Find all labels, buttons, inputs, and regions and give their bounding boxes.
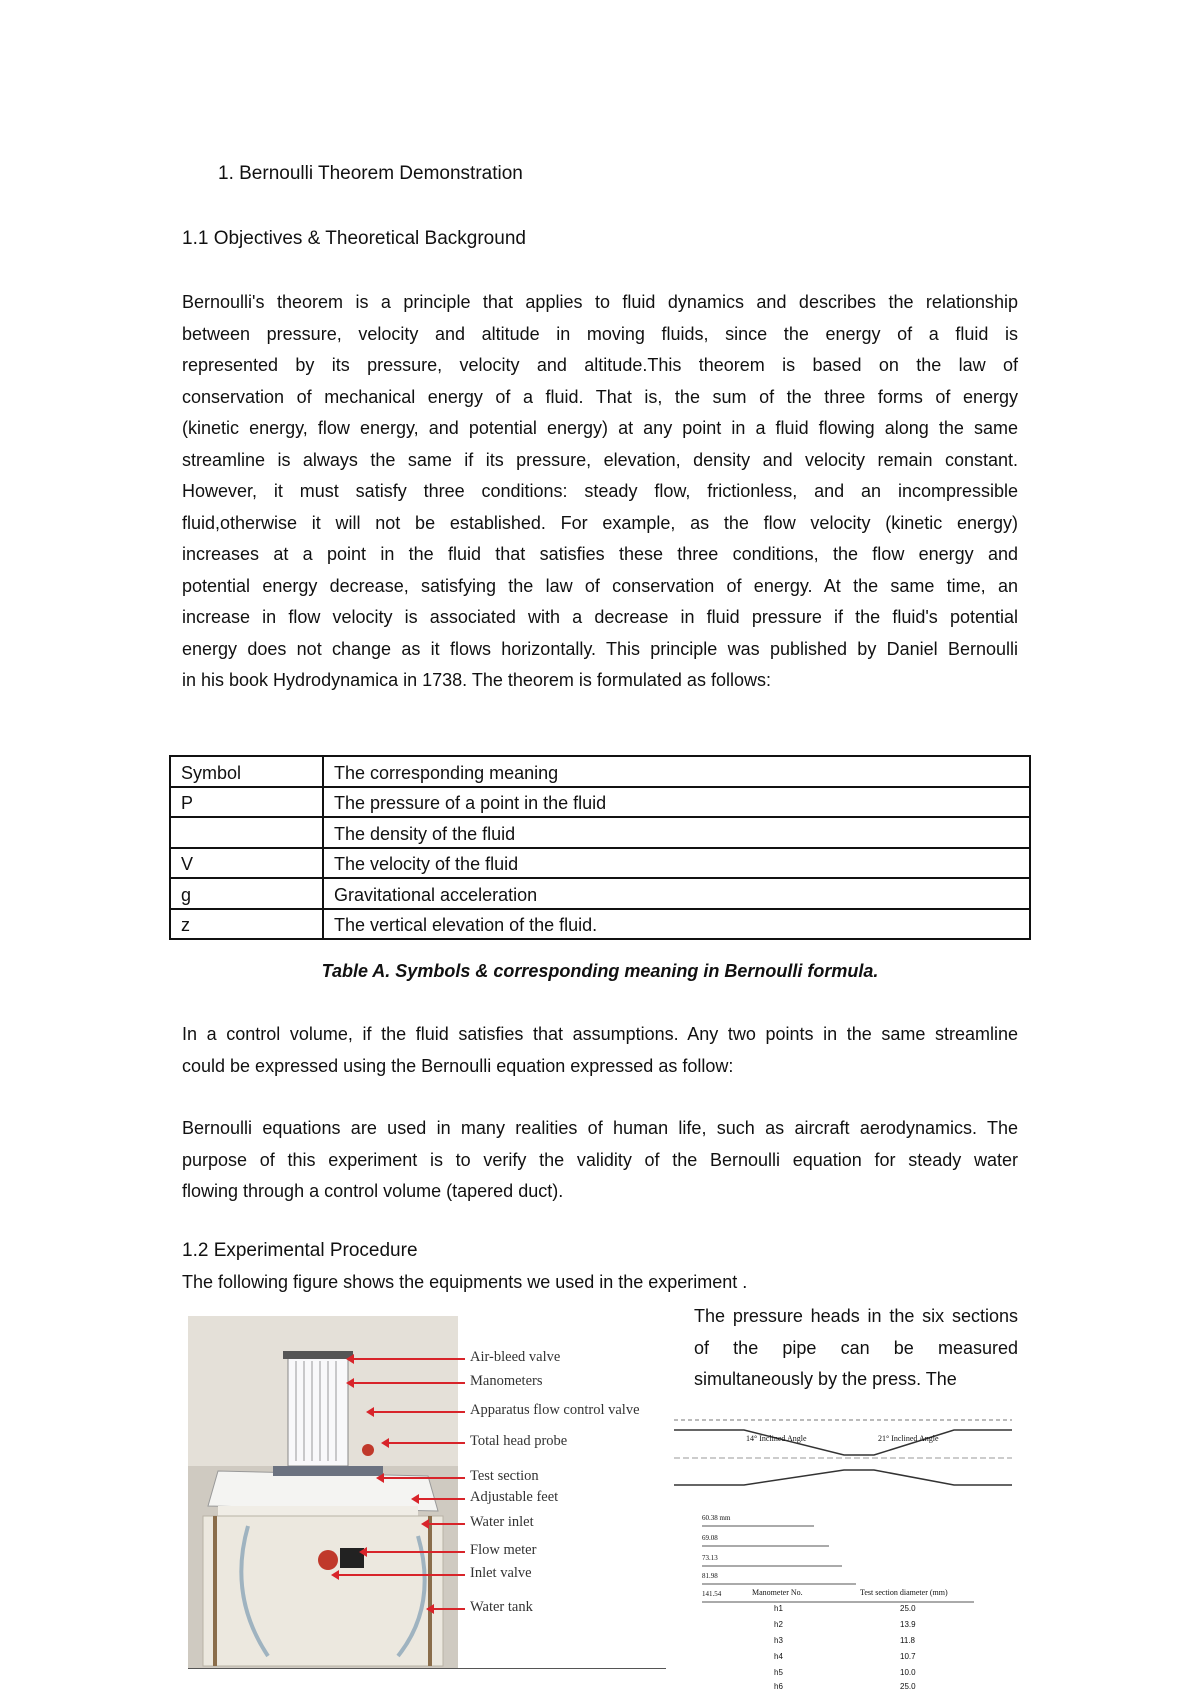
dimension-label: 69.08 (702, 1534, 718, 1542)
manometer-no: h5 (774, 1668, 783, 1677)
table-row (170, 817, 1030, 848)
table-cell: P (170, 787, 323, 818)
arrow-indicator (353, 1382, 465, 1384)
paragraph-applications (182, 1113, 1018, 1208)
text-line: fluid,otherwise it will not be established. For example, as the flow velocity (kinetic energy) (182, 512, 1018, 533)
diameter-value: 11.8 (900, 1636, 915, 1645)
figure-label: Flow meter (470, 1542, 537, 1558)
figure-label: Total head probe (470, 1433, 568, 1449)
manometer-table-header: Test section diameter (mm) (860, 1588, 948, 1597)
text-line: Bernoulli equations are used in many realities of human life, such as aircraft aerodynamics. The (182, 1118, 1018, 1138)
diameter-value: 10.0 (900, 1668, 916, 1677)
arrow-indicator (433, 1608, 465, 1610)
figure-label: Water tank (470, 1599, 533, 1615)
manometer-no: h3 (774, 1636, 783, 1645)
paragraph-theory (182, 287, 1018, 697)
table-caption: Table A. Symbols & corresponding meaning in Bernoulli formula. (321, 961, 879, 981)
text-line: increases at a point in the fluid that satisfies these three conditions, the flow energy and (182, 544, 1018, 564)
dimension-label: 60.38 mm (702, 1514, 731, 1522)
arrow-indicator (388, 1442, 465, 1444)
symbols-table (169, 755, 1031, 940)
figure-label: Water inlet (470, 1514, 534, 1530)
table-header-cell: The corresponding meaning (323, 756, 1030, 787)
figure-label: Apparatus flow control valve (470, 1402, 640, 1418)
dimension-lines (674, 1510, 1012, 1605)
arrow-indicator (418, 1498, 465, 1500)
diameter-value: 25.0 (900, 1682, 916, 1691)
arrow-indicator (373, 1411, 465, 1413)
text-line: between pressure, velocity and altitude in moving fluids, since the energy of a fluid is (182, 323, 1018, 344)
text-line: of the pipe can be measured (694, 1337, 1018, 1358)
table-cell (170, 817, 323, 848)
table-header-cell: Symbol (170, 756, 323, 787)
apparatus-photo (188, 1316, 666, 1668)
text-line: could be expressed using the Bernoulli equation expressed as follow: (182, 1055, 734, 1076)
text-line: increase in flow velocity is associated with a decrease in fluid pressure if the fluid's potential (182, 607, 1018, 627)
paragraph-control-volume (182, 1019, 1018, 1082)
table-row (170, 878, 1030, 909)
side-text (694, 1301, 1018, 1396)
table-cell: The vertical elevation of the fluid. (323, 909, 1030, 940)
figure-label: Test section (470, 1468, 539, 1484)
table-cell: The pressure of a point in the fluid (323, 787, 1030, 818)
text-line: simultaneously by the press. The (694, 1369, 957, 1389)
text-line: streamline is always the same if its pressure, elevation, density and velocity remain constant. (182, 449, 1018, 470)
subsection-heading-objectives: 1.1 Objectives & Theoretical Background (182, 228, 526, 249)
figure-label: Manometers (470, 1373, 543, 1389)
table-row (170, 787, 1030, 818)
table-cell: g (170, 878, 323, 909)
manometer-no: h1 (774, 1604, 783, 1613)
text-line: The pressure heads in the six sections (694, 1306, 1018, 1326)
duct-outline (674, 1410, 1012, 1510)
apparatus-figure (188, 1316, 666, 1669)
dimension-label: 73.13 (702, 1554, 718, 1562)
text-line: energy does not change as it flows horizontally. This principle was published by Daniel Bernoulli (182, 638, 1018, 659)
text-line: purpose of this experiment is to verify the validity of the Bernoulli equation for steady water (182, 1149, 1018, 1170)
figure-label: Air-bleed valve (470, 1349, 561, 1365)
text-line: represented by its pressure, velocity and altitude.This theorem is based on the law of (182, 355, 1018, 375)
arrow-indicator (353, 1358, 465, 1360)
text-line: in his book Hydrodynamica in 1738. The theorem is formulated as follows: (182, 670, 771, 690)
table-row (170, 848, 1030, 879)
table-cell: V (170, 848, 323, 879)
table-cell: z (170, 909, 323, 940)
procedure-intro: The following figure shows the equipments we used in the experiment . (182, 1272, 748, 1292)
diameter-value: 10.7 (900, 1652, 916, 1661)
arrow-indicator (428, 1523, 465, 1525)
subsection-heading-procedure: 1.2 Experimental Procedure (182, 1240, 418, 1261)
arrow-indicator (383, 1477, 465, 1479)
table-cell: Gravitational acceleration (323, 878, 1030, 909)
duct-diagram (674, 1410, 1012, 1694)
left-angle-label: 14° Inclined Angle (746, 1434, 807, 1443)
text-line: Bernoulli's theorem is a principle that applies to fluid dynamics and describes the relationship (182, 292, 1018, 312)
table-row (170, 909, 1030, 940)
manometer-no: h6 (774, 1682, 783, 1691)
manometer-no: h2 (774, 1620, 783, 1629)
table-cell: The density of the fluid (323, 817, 1030, 848)
text-line: potential energy decrease, satisfying the law of conservation of energy. At the same time, an (182, 575, 1018, 596)
text-line: (kinetic energy, flow energy, and potential energy) at any point in a fluid flowing along the same (182, 418, 1018, 438)
figure-label: Adjustable feet (470, 1489, 559, 1505)
text-line: However, it must satisfy three conditions: steady flow, frictionless, and an incompressible (182, 481, 1018, 501)
figure-label: Inlet valve (470, 1565, 532, 1581)
arrow-indicator (366, 1551, 465, 1553)
manometer-no: h4 (774, 1652, 783, 1661)
section-heading: 1. Bernoulli Theorem Demonstration (218, 163, 523, 184)
right-angle-label: 21° Inclined Angle (878, 1434, 939, 1443)
dimension-label: 141.54 (702, 1590, 722, 1598)
dimension-label: 81.98 (702, 1572, 718, 1580)
diameter-value: 13.9 (900, 1620, 916, 1629)
arrow-indicator (338, 1574, 465, 1576)
table-header-row (170, 756, 1030, 787)
text-line: conservation of mechanical energy of a fluid. That is, the sum of the three forms of energy (182, 386, 1018, 407)
table-cell: The velocity of the fluid (323, 848, 1030, 879)
manometer-table-header: Manometer No. (752, 1588, 803, 1597)
text-line: flowing through a control volume (tapered duct). (182, 1181, 564, 1201)
text-line: In a control volume, if the fluid satisfies that assumptions. Any two points in the same streamline (182, 1024, 1018, 1044)
diameter-value: 25.0 (900, 1604, 916, 1613)
